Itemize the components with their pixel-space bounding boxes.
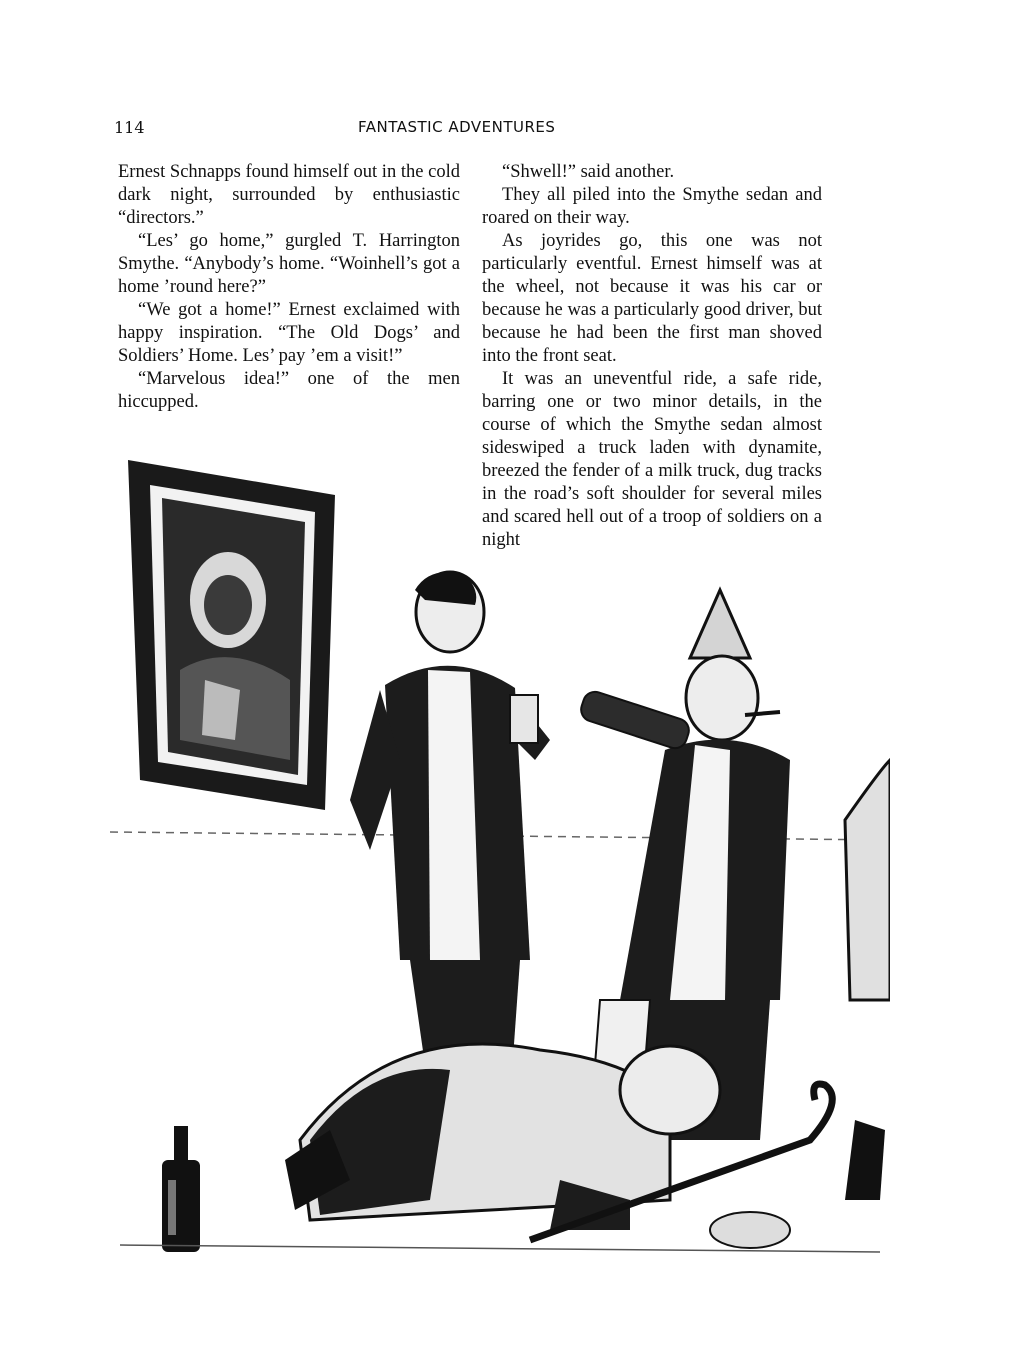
paragraph: “Shwell!” said another. bbox=[502, 162, 675, 182]
framed-portrait bbox=[128, 460, 335, 810]
bottle bbox=[162, 1126, 200, 1252]
paragraph: As joyrides go, this one was not particularly eventful. Ernest himself was at the wheel, not because it was his car or because he was a particularly good driver, but because he had been the first man shoved into the front seat. bbox=[482, 231, 822, 366]
illustration bbox=[110, 440, 890, 1260]
page-header bbox=[114, 118, 594, 142]
paragraph: They all piled into the Smythe sedan and roared on their way. bbox=[482, 185, 822, 228]
left-column bbox=[118, 161, 460, 414]
crawling-man bbox=[285, 1044, 790, 1248]
paragraph: “We got a home!” Ernest exclaimed with happy inspiration. “The Old Dogs’ and Soldiers’ Home. Les’ pay ’em a visit!” bbox=[118, 300, 460, 366]
partial-figure-shoe bbox=[845, 1120, 885, 1200]
page-number: 114 bbox=[114, 118, 145, 137]
paragraph: “Marvelous idea!” one of the men hiccupped. bbox=[118, 369, 460, 412]
running-title: FANTASTIC ADVENTURES bbox=[358, 118, 556, 136]
paragraph: “Les’ go home,” gurgled T. Harrington Smythe. “Anybody’s home. “Woinhell’s got a home ’round here?” bbox=[118, 231, 460, 297]
standing-man-with-glass bbox=[350, 572, 550, 1100]
paragraph: It was an uneventful ride, a safe ride, barring one or two minor details, in the course of which the Smythe sedan almost sideswiped a truck laden with dynamite, breezed the fender of a milk truck, dug tracks in the road’s soft shoulder for several miles and scared hell out of a troop of soldiers on a night bbox=[482, 369, 822, 550]
paragraph: Ernest Schnapps found himself out in the cold dark night, surrounded by enthusiastic “directors.” bbox=[118, 162, 460, 228]
partial-figure bbox=[845, 760, 890, 1000]
